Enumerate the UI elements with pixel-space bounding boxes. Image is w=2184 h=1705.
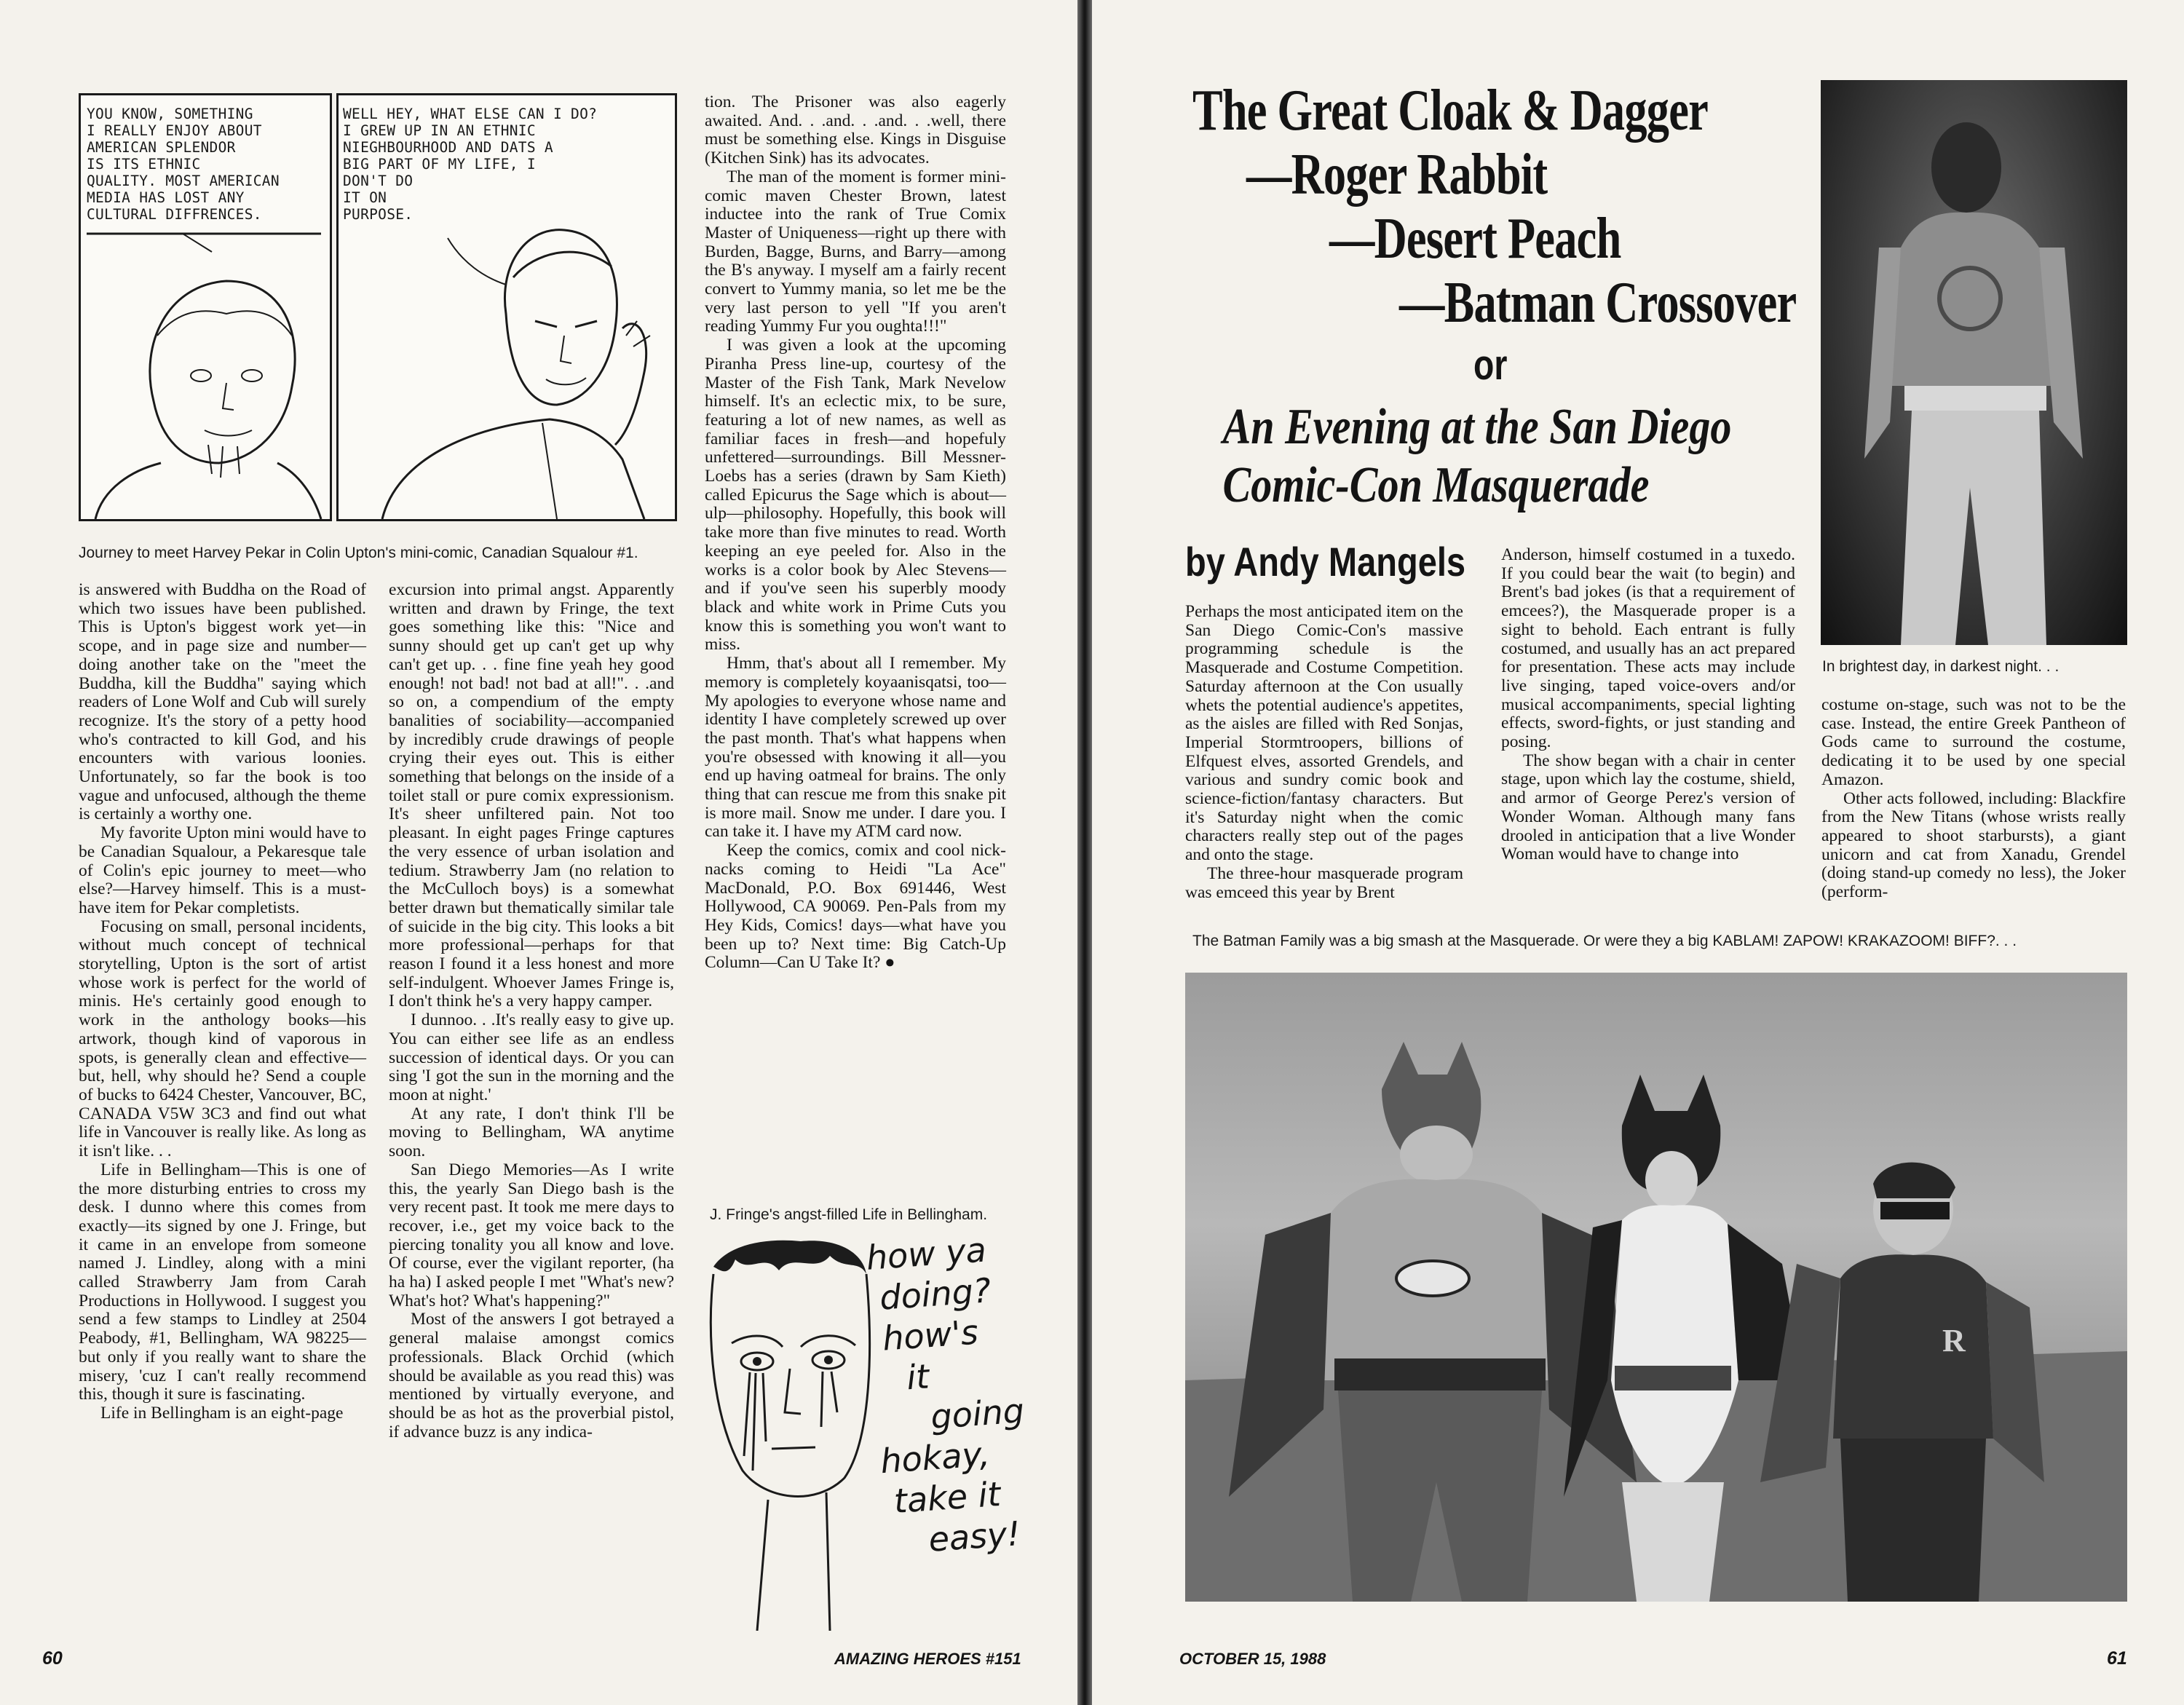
paragraph: Perhaps the most anticipated item on the San Diego Comic-Con's massive programming schedule is the Masquerade and Costume Competition. Saturday afternoon at the Con usually whets the potential audience's appetites, as the aisles are filled with Red Sonjas, Imperial Stormtroopers, billions of Elfquest elves, assorted Grendels, and various and sundry comic book and science-fiction/fantasy characters. But it's Saturday night when the comic characters really step out of the pages and onto the stage. xyxy=(1185,602,1463,865)
left-column-3 xyxy=(705,93,1006,973)
paragraph: costume on-stage, such was not to be the case. Instead, the entire Greek Pantheon of Gods came to surround the costume, dedicating it to be used by one special Amazon. xyxy=(1821,695,2126,789)
headline-line-3: —Desert Peach xyxy=(1329,207,1621,271)
byline: by Andy Mangels xyxy=(1185,539,1466,585)
paragraph: is answered with Buddha on the Road of which two issues have been published. This is Upton's biggest work yet—in scope, and in page size and number—doing another take on the "meet the Buddha, kill the Buddha" saying which readers of Lone Wolf and Cub will surely recognize. It's the story of a petty hood who's contracted to kill God, and his encounters with various loonies. Unfortunately, so far the book is too vague and unfocused, although the theme is certainly a worthy one. xyxy=(79,580,366,824)
left-page xyxy=(0,0,1077,1705)
paragraph: Most of the answers I got betrayed a general malaise amongst comics professionals. Black Orchid (which should be available as you read this) was mentioned by virtually everyone, and should be as hot as the proverbial pistol, if advance buzz is any indica- xyxy=(389,1310,674,1441)
left-column-1 xyxy=(79,581,366,1423)
right-column-2 xyxy=(1501,546,1795,864)
right-column-1 xyxy=(1185,603,1463,902)
comic-figure-2 xyxy=(339,95,675,519)
fringe-caption: J. Fringe's angst-filled Life in Bellingham. xyxy=(710,1206,988,1223)
left-column-2 xyxy=(389,581,674,1441)
paragraph: I dunnoo. . .It's really easy to give up. You can either see life as an endless succession of identical days. Or you can sing 'I got the sun in the morning and the moon at night.' xyxy=(389,1010,674,1104)
paragraph: At any rate, I don't think I'll be moving to Bellingham, WA anytime soon. xyxy=(389,1104,674,1161)
comic-balloon-2: WELL HEY, WHAT ELSE CAN I DO? I GREW UP IN AN ETHNIC NIEGHBOURHOOD AND DATS A BIG PART OF MY LIFE, I DON'T DO IT ON PURPOSE. xyxy=(343,106,598,223)
paragraph: I was given a look at the upcoming Piranha Press line-up, courtesy of the Master of the Fish Tank, Mark Nevelow himself. It's an eclectic mix, to be sure, featuring a lot of new names, as well as familiar faces in fresh—and hopefuly unfettered—surroundings. Bill Messner-Loebs has a series (drawn by Sam Kieth) called Epicurus the Sage which is about—ulp—philosophy. Hopefully, this book will take more than five minutes to read. Worth keeping an eye peeled for. Also in the works is a color book by Alec Stevens—and if you've seen his superbly moody black and white work in Prime Cuts you know this is something you won't want to miss. xyxy=(705,336,1006,654)
paragraph: Life in Bellingham—This is one of the more disturbing entries to cross my desk. I dunno where this comes from exactly—its signed by one J. Fringe, but it came in an envelope from someone named J. Lindley, along with a mini called Strawberry Jam from Carah Productions in Hollywood. I suggest you send a few stamps to Lindley at 2504 Peabody, #1, Bellingham, WA 98225—but only if you really want to share the misery, 'cuz I can't really recommend this, though it sure is fascinating. xyxy=(79,1160,366,1404)
magazine-title: AMAZING HEROES #151 xyxy=(834,1650,1021,1668)
comic-panel-1 xyxy=(79,93,332,521)
subtitle-line-1: An Evening at the San Diego xyxy=(1222,399,1732,455)
green-lantern-photo xyxy=(1821,80,2127,645)
paragraph: Anderson, himself costumed in a tuxedo. If you could bear the wait (to begin) and Brent's bad jokes (is that a requirement of emcees?), the Masquerade proper is a sight to behold. Each entrant is fully costumed, and usually has an act prepared for presentation. These acts may include live singing, taped voice-overs and/or musical accompaniments, special lighting effects, sword-fights, or just standing and posing. xyxy=(1501,545,1795,752)
photo2-caption: The Batman Family was a big smash at the Masquerade. Or were they a big KABLAM! ZAPOW! KRAKAZOOM! BIFF?. . . xyxy=(1192,933,2017,949)
paragraph: Other acts followed, including: Blackfire from the New Titans (whose wrists really appeared to shoot starbursts), a giant unicorn and cat from Xanadu, Grendel (doing stand-up comedy no less), the Joker (perform- xyxy=(1821,788,2126,902)
paragraph: San Diego Memories—As I write this, the yearly San Diego bash is the very recent past. It took me mere days to recover, i.e., get my voice back to the piercing tonality you all know and love. Of course, ever the vigilant reporter, (ha ha ha) I asked people I met "What's new? What's hot? What's happening?" xyxy=(389,1160,674,1310)
right-page xyxy=(1092,0,2184,1705)
comic-figure-1 xyxy=(81,95,330,519)
subtitle-line-2: Comic-Con Masquerade xyxy=(1222,457,1650,513)
page-number-left: 60 xyxy=(42,1648,63,1669)
paragraph: excursion into primal angst. Apparently written and drawn by Fringe, the text goes something like this: "Nice and sunny should get up can't get up why can't get up. . . fine fine yeah hey good enough! not bad! not bad at all!". . .and so on, a compendium of the empty banalities of sociability—accompanied by incredibly crude drawings of people crying their eyes out. This is either something that belongs on the inside of a toilet stall or pure comix expressionism. It's sheer unfiltered pain. Not too pleasant. In eight pages Fringe captures the very essence of urban isolation and tedium. Strawberry Jam (no relation to the McCulloch boys) is a somewhat better drawn but thematically similar tale of suicide in the big city. This looks a bit more professional—perhaps for that reason I found it a less honest and more self-indulgent. Whoever James Fringe is, I don't think he's a very happy camper. xyxy=(389,580,674,1011)
fringe-drawing xyxy=(699,1230,1026,1631)
fringe-scribble: how ya doing? how's it going hokay, take it easy! xyxy=(865,1230,1026,1562)
page-number-right: 61 xyxy=(2107,1648,2127,1669)
issue-date: OCTOBER 15, 1988 xyxy=(1179,1650,1326,1668)
right-column-3 xyxy=(1821,696,2126,902)
batman-family-photo xyxy=(1185,973,2127,1602)
headline-line-4: —Batman Crossover xyxy=(1399,271,1797,335)
svg-text:R: R xyxy=(1942,1323,1966,1358)
paragraph: The show began with a chair in center stage, upon which lay the costume, shield, and armor of George Perez's version of Wonder Woman. Although many fans drooled in anticipation that a live Wonder Woman would have to change into xyxy=(1501,751,1795,864)
headline-or: or xyxy=(1473,341,1508,389)
photo1-caption: In brightest day, in darkest night. . . xyxy=(1822,658,2060,675)
comic-caption: Journey to meet Harvey Pekar in Colin Upton's mini-comic, Canadian Squalour #1. xyxy=(79,545,638,561)
comic-panel-2 xyxy=(336,93,677,521)
paragraph: The three-hour masquerade program was emceed this year by Brent xyxy=(1185,863,1463,902)
costumed-figure xyxy=(1821,80,2127,645)
comic-balloon-1: YOU KNOW, SOMETHING I REALLY ENJOY ABOUT AMERICAN SPLENDOR IS ITS ETHNIC QUALITY. MOST AMERICAN MEDIA HAS LOST ANY CULTURAL DIFFRENCES. xyxy=(87,106,280,223)
paragraph: Life in Bellingham is an eight-page xyxy=(100,1403,344,1423)
paragraph: My favorite Upton mini would have to be Canadian Squalour, a Pekaresque tale of Colin's epic journey to meet—who else?—Harvey himself. This is a must-have item for Pekar completists. xyxy=(79,823,366,917)
page-gutter xyxy=(1077,0,1092,1705)
paragraph: The man of the moment is former mini-comic maven Chester Brown, latest inductee into the rank of True Comix Master of Uniqueness—right up there with Burden, Bagge, Burns, and Barry—among the B's anyway. I myself am a fairly recent convert to Yummy mania, so let me be the very last person to yell "If you aren't reading Yummy Fur you oughta!!!" xyxy=(705,167,1006,336)
headline-line-1: The Great Cloak & Dagger xyxy=(1192,79,1709,143)
headline-line-2: —Roger Rabbit xyxy=(1246,143,1548,207)
paragraph: Hmm, that's about all I remember. My memory is completely koyaanisqatsi, too—My apologies to everyone whose name and identity I have completely screwed up over the past month. That's what happens when you're obsessed with knowing it all—you end up having oatmeal for brains. The only thing that can rescue me from this snake pit is more mail. Snow me under. I dare you. I can take it. I have my ATM card now. xyxy=(705,654,1006,842)
paragraph: Keep the comics, comix and cool nick-nacks coming to Heidi "La Ace" MacDonald, P.O. Box 691446, West Hollywood, CA 90069. Pen-Pals from my Hey Kids, Comics! days—what have you been up to? Next time: Big Catch-Up Column—Can U Take It? ● xyxy=(705,841,1006,973)
costumed-trio xyxy=(1185,973,2127,1602)
paragraph: Focusing on small, personal incidents, without much concept of technical storytelling, Upton is the sort of artist whose work is perfect for the world of minis. He's certainly good enough to work in the anthology books—his artwork, though kind of vaporous in spots, is generally clean and effective—but, hell, why should he? Send a couple of bucks to 6424 Chester, Vancouver, BC, CANADA V5W 3C3 and find out what life in Vancouver is really like. As long as it isn't like. . . xyxy=(79,917,366,1161)
paragraph: tion. The Prisoner was also eagerly awaited. And. . .and. . .and. . .well, there must be something else. Kings in Disguise (Kitchen Sink) has its advocates. xyxy=(705,92,1006,168)
